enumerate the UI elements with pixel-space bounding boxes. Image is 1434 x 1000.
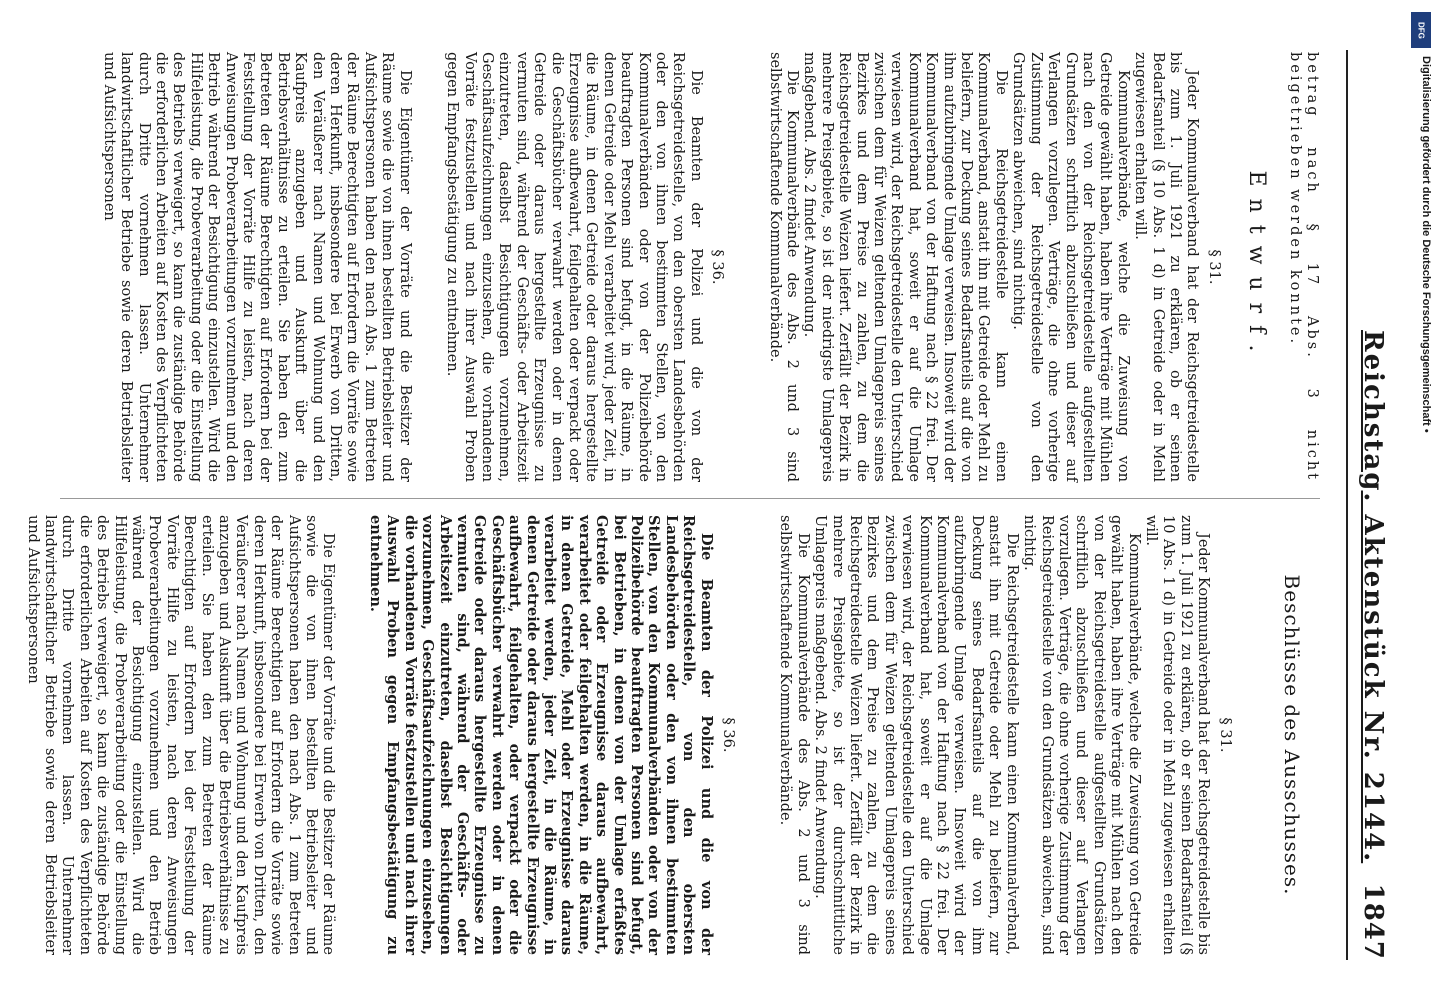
section-title: § 36. xyxy=(709,249,726,285)
right-column-heading: Beschlüsse des Ausschusses. xyxy=(1280,574,1304,896)
carry-over-text: betrag nach § 17 Abs. 3 nicht beigetrieben werden konnte. xyxy=(1286,52,1320,482)
paragraph: Die Reichsgetreidestelle kann einen Kommunalverband, anstatt ihn mit Getreide oder Mehl zu beliefern, zur Deckung seines Bedarfsanteils auf die von ihm aufzubringende Umlage verweisen. Insoweit wird der Kommunalverband von der Haftung nach § 22 frei. Der Kommunalverband hat, soweit er auf die Umlage verwiesen wird, der Reichsgetreidestelle den Unterschied zwischen dem für Weizen geltenden Umlagepreis seines Bezirkes und dem Preise zu zahlen, zu dem die Reichsgetreidestelle Weizen liefert. Zerfällt der Bezirk in mehrere Preisgebiete, so ist der niedrigste Umlagepreis maßgebend. Abs. 2 findet Anwendung. xyxy=(801,52,1009,482)
paragraph: Die Eigentümer der Vorräte und die Besitzer der Räume sowie die von ihnen bestellten Betriebsleiter und Aufsichtspersonen haben den nach Abs. 1 zum Betreten der Räume Berechtigten auf Erfordern die Vorräte sowie deren Herkunft, insbesondere bei Erwerb von Dritten, den Veräußerer nach Namen und Wohnung und den Kaufpreis anzugeben und Auskunft über die Betriebsverhältnisse zu erteilen. Sie haben den zum Betreten der Räume Berechtigten auf Erfordern bei der Feststellung der Vorräte Hilfe zu leisten, nach deren Anweisungen Probeverarbeitungen vorzunehmen und den Betrieb während der Besichtigung einzustellen. Wird die Hilfeleistung, die Probeverarbeitung oder die Einstellung des Betriebs verweigert, so kann die zuständige Behörde die erforderlichen Arbeiten auf Kosten des Verpflichteten durch Dritte vornehmen lassen. Unternehmer landwirtschaftlicher Betriebe sowie deren Betriebsleiter und Aufsichtspersonen xyxy=(100,52,413,482)
page-number: 1847 xyxy=(1358,883,1388,960)
left-column xyxy=(99,52,1320,482)
section-title: § 31. xyxy=(1205,249,1222,285)
left-column-heading: Entwurf. xyxy=(1244,170,1270,364)
paragraph: Kommunalverbände, welche die Zuweisung von Getreide gewählt haben, haben ihre Verträge mit Mühlen nach den von der Reichsgetreidestelle aufgestellten Grundsätzen schriftlich abzuschließen und dieser auf Verlangen vorzulegen. Verträge, die ohne vorherige Zustimmung der Reichsgetreidestelle von den Grundsätzen abweichen, sind nichtig. xyxy=(1021,515,1142,955)
paragraph: Die Kommunalverbände des Abs. 2 und 3 sind selbstwirtschaftende Kommunalverbände. xyxy=(777,515,811,955)
paragraph: Die Kommunalverbände des Abs. 2 und 3 sind selbstwirtschaftende Kommunalverbände. xyxy=(766,52,801,482)
digitization-credit xyxy=(1408,12,1434,992)
credit-text: Digitalisierung gefördert durch die Deutsche Forschungsgemeinschaft • xyxy=(1420,56,1432,433)
header-rule xyxy=(1346,50,1348,960)
paragraph: Die Eigentümer der Vorräte und die Besitzer der Räume sowie die von ihnen bestellten Betriebsleiter und Aufsichtspersonen haben den nach Abs. 1 zum Betreten der Räume Berechtigten auf Erfordern die Vorräte sowie deren Herkunft, insbesondere bei Erwerb von Dritten, den Veräußerer nach Namen und Wohnung und den Kaufpreis anzugeben und Auskunft über die Betriebsverhältnisse zu erteilen. Sie haben den zum Betreten der Räume Berechtigten auf Erfordern bei der Feststellung der Vorräte Hilfe zu leisten, nach deren Anweisungen Probeverarbeitungen vorzunehmen und den Betrieb während der Besichtigung einzustellen. Wird die Hilfeleistung, die Probeverarbeitung oder die Einstellung des Betriebs verweigert, so kann die zuständige Behörde die erforderlichen Arbeiten auf Kosten des Verpflichteten durch Dritte vornehmen lassen. Unternehmer landwirtschaftlicher Betriebe sowie deren Betriebsleiter und Aufsichtspersonen xyxy=(24,515,337,955)
column-divider xyxy=(60,498,1320,499)
document-title: Reichstag. Aktenstück Nr. 2144. xyxy=(1358,330,1388,864)
section-title: § 31. xyxy=(1216,717,1233,753)
dfg-logo: DFG xyxy=(1411,12,1431,48)
paragraph: Kommunalverbände, welche die Zuweisung von Getreide gewählt haben, haben ihre Verträge mit Mühlen nach den von der Reichsgetreidestelle aufgestellten Grundsätzen schriftlich abzuschließen und dieser auf Verlangen vorzulegen. Verträge, die ohne vorherige Zustimmung der Reichsgetreidestelle von den Grundsätzen abweichen, sind nichtig. xyxy=(1010,52,1131,482)
paragraph: Jeder Kommunalverband hat der Reichsgetreidestelle bis zum 1. Juli 1921 zu erklären, ob er seinen Bedarfsanteil (§ 10 Abs. 1 d) in Getreide oder in Mehl zugewiesen erhalten will. xyxy=(1142,515,1212,955)
paragraph: Die Beamten der Polizei und die von der Reichsgetreidestelle, von den obersten Landesbehörden oder den von ihnen bestimmten Stellen, von den Kommunalverbänden oder von der Polizeibehörde beauftragten Personen sind befugt, in die Räume, in denen Getreide oder Mehl verarbeitet wird, jeder Zeit, in die Räume, in denen Getreide oder daraus hergestellte Erzeugnisse aufbewahrt, feilgehalten oder verpackt oder die Geschäftsbücher verwahrt werden oder in denen Getreide oder daraus hergestellte Erzeugnisse zu vermuten sind, während der Geschäfts- oder Arbeitszeit einzutreten, daselbst Besichtigungen vorzunehmen, Geschäftsaufzeichnungen einzusehen, die vorhandenen Vorräte festzustellen und nach ihrer Auswahl Proben gegen Empfangsbestätigung zu entnehmen. xyxy=(444,52,704,482)
right-column xyxy=(23,515,1320,955)
section-title: § 36. xyxy=(720,717,737,753)
page-header xyxy=(1332,0,1392,1000)
paragraph: Die Reichsgetreidestelle kann einen Kommunalverband, anstatt ihn mit Getreide oder Mehl zu beliefern, zur Deckung seines Bedarfsanteils auf die von ihm aufzubringende Umlage verweisen. Insoweit wird der Kommunalverband von der Haftung nach § 22 frei. Der Kommunalverband hat, soweit er auf die Umlage verwiesen wird, der Reichsgetreidestelle den Unterschied zwischen dem für Weizen geltenden Umlagepreis seines Bezirkes und dem Preise zu zahlen, zu dem die Reichsgetreidestelle Weizen liefert. Zerfällt der Bezirk in mehrere Preisgebiete, so ist der durchschnittliche Umlagepreis maßgebend. Abs. 2 findet Anwendung. xyxy=(812,515,1020,955)
paragraph: Die Beamten der Polizei und die von der Reichsgetreidestelle, von den obersten Landesbehörden oder den von ihnen bestimmten Stellen, von den Kommunalverbänden oder von der Polizeibehörde beauftragten Personen sind befugt, bei Betrieben, in denen von der Umlage erfaßtes Getreide oder Erzeugnisse daraus aufbewahrt, verarbeitet oder feilgehalten werden, in die Räume, in denen Getreide, Mehl oder Erzeugnisse daraus verarbeitet werden, jeder Zeit, in die Räume, in denen Getreide oder daraus hergestellte Erzeugnisse aufbewahrt, feilgehalten, oder verpackt oder die Geschäftsbücher verwahrt werden oder in denen Getreide oder daraus hergestellte Erzeugnisse zu vermuten sind, während der Geschäfts- oder Arbeitszeit einzutreten, daselbst Besichtigungen vorzunehmen, Geschäftsaufzeichnungen einzusehen, die vorhandenen Vorräte festzustellen und nach ihrer Auswahl Proben gegen Empfangsbestätigung zu entnehmen. xyxy=(366,515,715,955)
paragraph: Jeder Kommunalverband hat der Reichsgetreidestelle bis zum 1. Juli 1921 zu erklären, ob er seinen Bedarfsanteil (§ 10 Abs. 1 d) in Getreide oder in Mehl zugewiesen erhalten will. xyxy=(1132,52,1201,482)
